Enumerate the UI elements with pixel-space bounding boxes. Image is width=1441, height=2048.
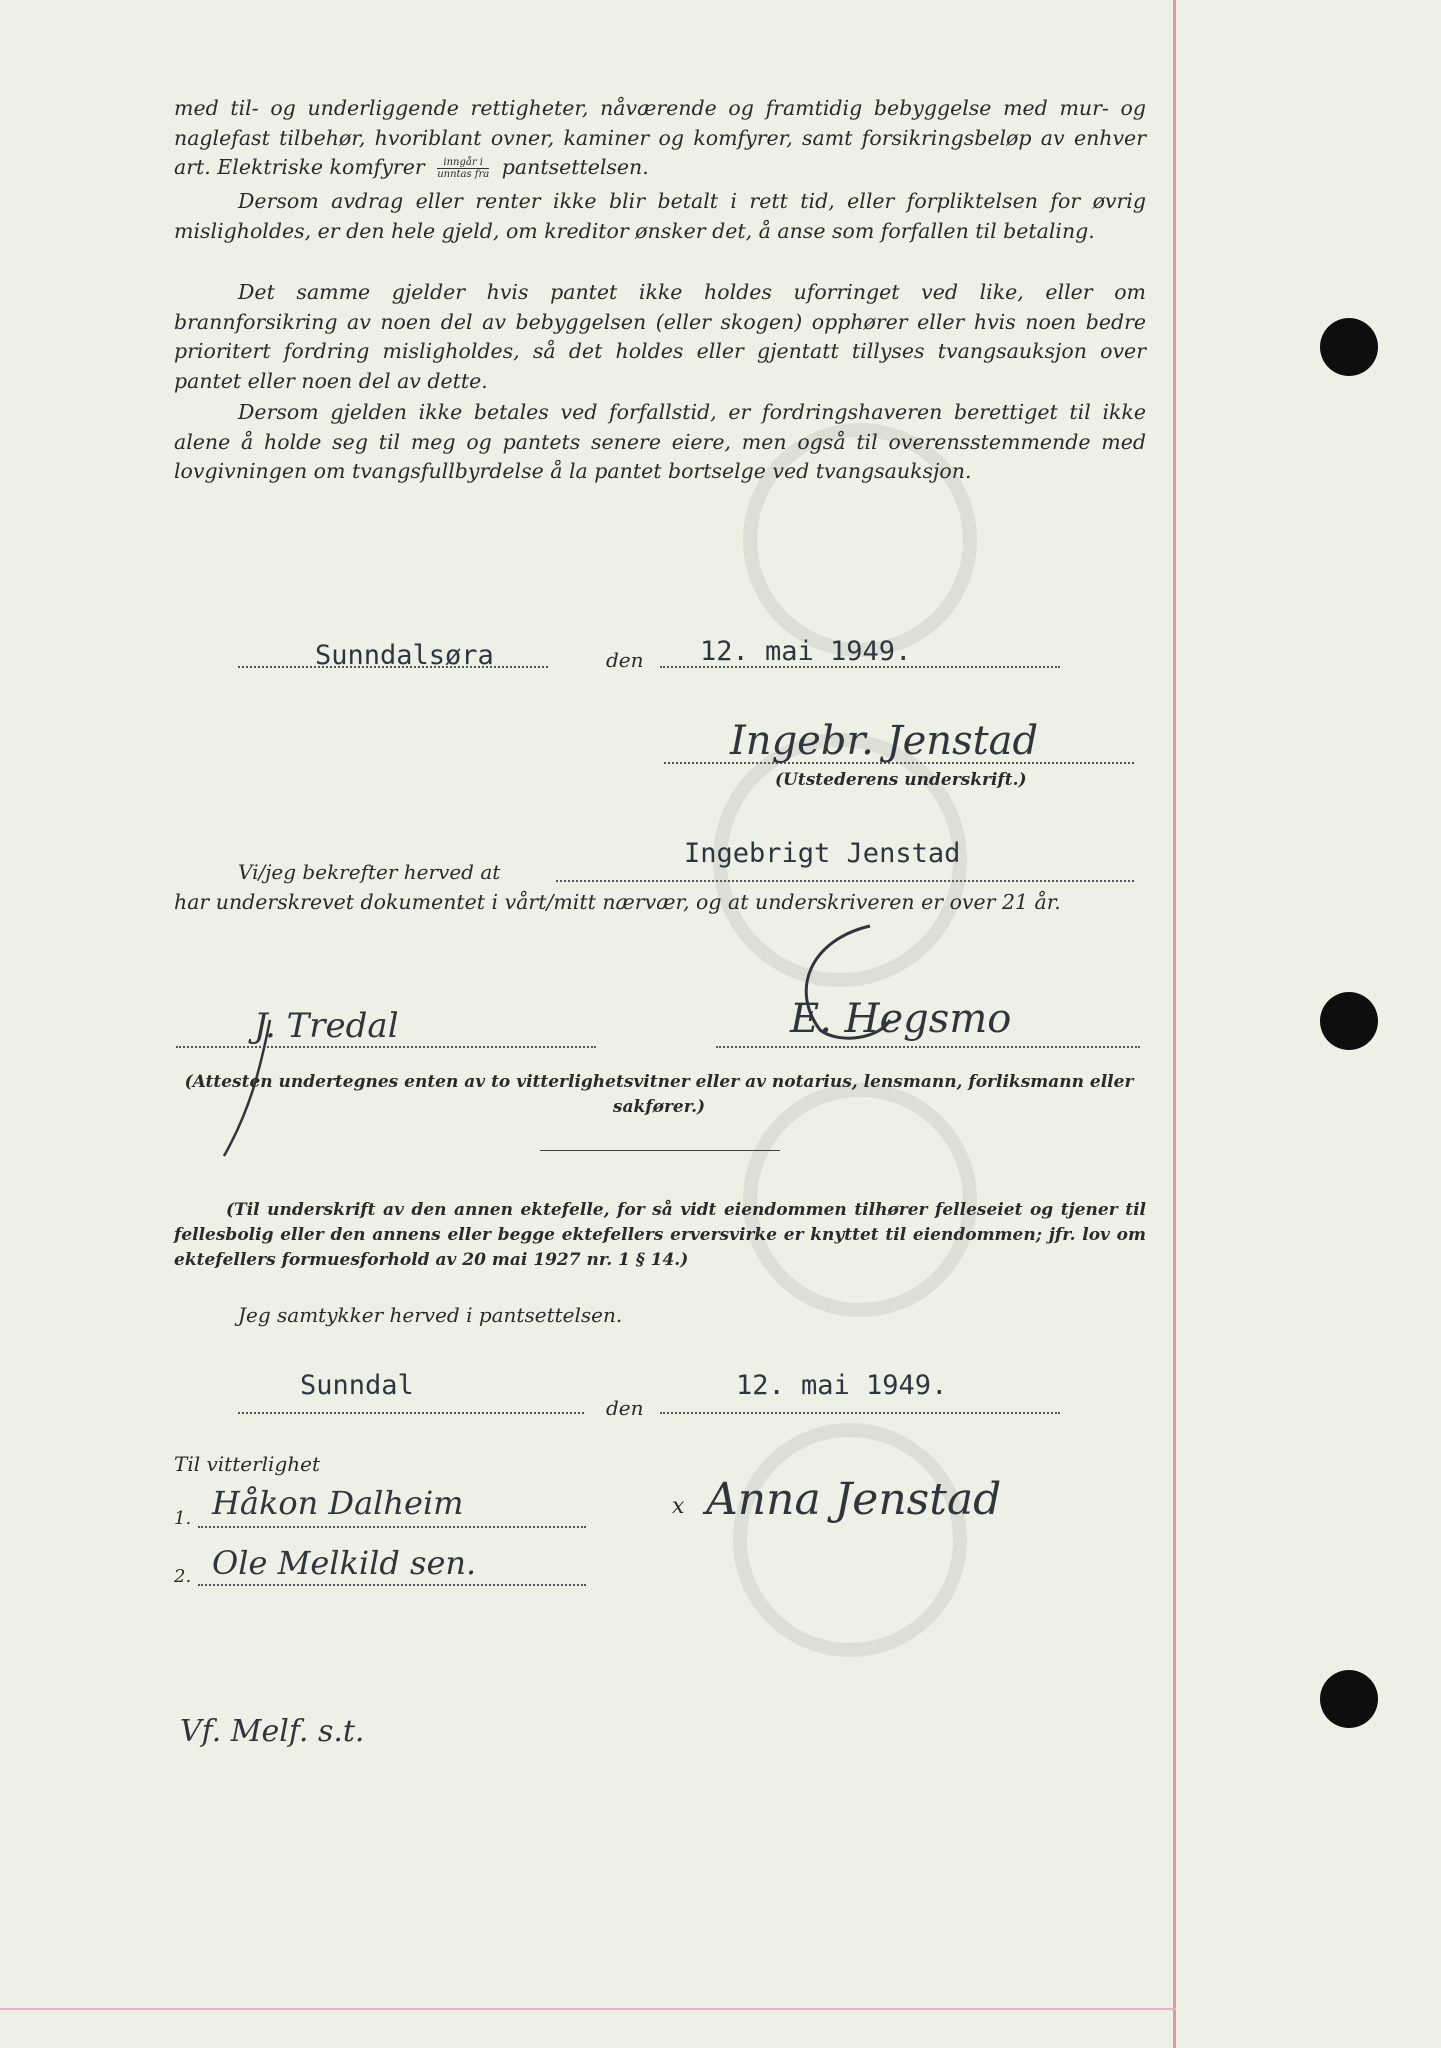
paragraph-maintenance: Det samme gjelder hvis pantet ikke holdes uforringet ved like, eller om brannforsikring av noen del av bebyggelsen (eller skogen) opphører eller hvis noen bedre prioritert fordring misligholdes, så det holdes eller gjentatt tillyses tvangsauksjon over pantet eller noen del av dette. — [174, 280, 1146, 393]
witness-1-number: 1. — [174, 1508, 192, 1529]
paragraph-text: med til- og underliggende rettigheter, nåværende og framtidig bebyggelse med mur- og naglefast tilbehør, hvoriblant ovner, kaminer og komfyrer, samt forsikringsbeløp av enhver art. Elektriske komfyrer — [174, 96, 1146, 179]
included-excluded-fraction — [437, 157, 489, 180]
paragraph-property-rights — [174, 94, 1146, 183]
signature-flourish — [790, 920, 900, 1050]
spouse-place-dotted-line — [238, 1412, 584, 1414]
punch-hole — [1320, 318, 1378, 376]
signature-caption: (Utstederens underskrift.) — [775, 770, 1027, 790]
name-dotted-line — [556, 880, 1134, 882]
spouse-place: Sunndal — [300, 1370, 414, 1401]
attestation-text: har underskrevet dokumentet i vårt/mitt nærvær, og at underskriveren er over 21 år. — [174, 890, 1061, 914]
witness-heading: Til vitterlighet — [174, 1452, 321, 1476]
paragraph-enforcement: Dersom gjelden ikke betales ved forfallstid, er fordringshaveren berettiget til ikke alene å holde seg til meg og pantets senere eiere, men også til overensstemmende med lovgivningen om tvangsfullbyrdelse å la pantet bortselge ved tvangsauksjon. — [174, 400, 1146, 483]
den-label: den — [606, 1396, 644, 1420]
faint-stamp-watermark — [560, 340, 1120, 1780]
punch-hole — [1320, 1670, 1378, 1728]
spouse-signature: Anna Jenstad — [706, 1474, 1002, 1525]
paragraph-default: Dersom avdrag eller renter ikke blir betalt i rett tid, eller forpliktelsen for øvrig misligholdes, er den hele gjeld, om kreditor ønsker det, å anse som forfallen til betaling. — [174, 189, 1146, 243]
red-margin-line — [1173, 0, 1176, 2048]
signature-mark: x — [672, 1494, 685, 1519]
witness-2-dotted-line — [198, 1584, 586, 1586]
witness-1-signature: Håkon Dalheim — [212, 1484, 464, 1522]
attested-name: Ingebrigt Jenstad — [684, 838, 961, 869]
spouse-date-dotted-line — [660, 1412, 1060, 1414]
footer-annotation: Vf. Melf. s.t. — [180, 1714, 365, 1749]
issuer-date: 12. mai 1949. — [700, 636, 912, 667]
section-divider — [540, 1150, 780, 1151]
attestation-note: (Attesten undertegnes enten av to vitterlighetsvitner eller av notarius, lensmann, forliksmann eller sakfører.) — [184, 1072, 1134, 1117]
witness-1-dotted-line — [198, 1526, 586, 1528]
spouse-consent: Jeg samtykker herved i pantsettelsen. — [238, 1303, 623, 1327]
den-label: den — [606, 648, 644, 672]
issuer-signature: Ingebr. Jenstad — [730, 718, 1039, 764]
fraction-top: inngår i — [437, 157, 489, 169]
spouse-date: 12. mai 1949. — [736, 1370, 948, 1401]
fraction-bottom: unntas fra — [437, 169, 490, 180]
witness-2-signature: Ole Melkild sen. — [212, 1544, 477, 1582]
witness-left-signature: J. Tredal — [254, 1006, 399, 1046]
bottom-rule — [0, 2008, 1176, 2010]
paragraph-text: pantsettelsen. — [501, 155, 649, 179]
issuer-place: Sunndalsøra — [315, 640, 494, 671]
witness-2-number: 2. — [174, 1566, 192, 1587]
witness-right-dotted-line — [716, 1046, 1140, 1048]
witness-right-signature: E. Hegsmo — [790, 996, 1012, 1042]
punch-hole — [1320, 992, 1378, 1050]
attestation-lead: Vi/jeg bekrefter herved at — [238, 860, 501, 884]
spouse-note: (Til underskrift av den annen ektefelle, for så vidt eiendommen tilhører felleseiet og tjener til fellesbolig eller den annens eller begge ektefellers erversvirke er knyttet til eiendommen; jfr. lov om ektefellers formuesforhold av 20 mai 1927 nr. 1 § 14.) — [174, 1200, 1146, 1270]
